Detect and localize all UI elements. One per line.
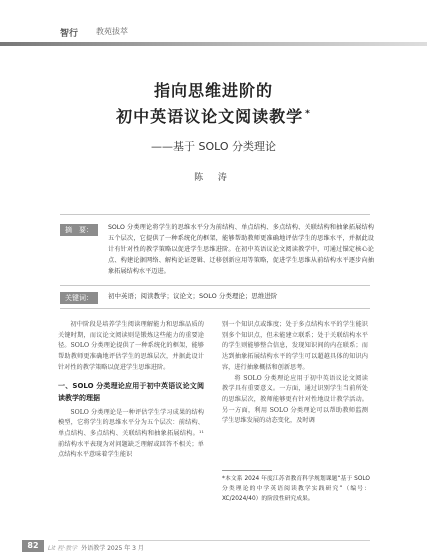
abstract-block bbox=[60, 222, 374, 278]
significance-paragraph: 将 SOLO 分类理论应用于初中英语议论文阅读教学具有重要意义。一方面，通过识别学生当前所处的思维层次，教师能够更有针对性地设计教学活动。另一方面，利用 SOLO 分类理论可以帮助教师监测学生思维发展的动态变化，及时调 bbox=[222, 374, 368, 425]
page-number: 82 bbox=[22, 540, 44, 552]
keywords-bottom-rule bbox=[60, 308, 370, 309]
article-author: 陈 涛 bbox=[194, 173, 233, 183]
article-title-line2 bbox=[0, 104, 427, 127]
footnote: *本文系 2024 年度江苏省教育科学规划课题“基于 SOLO 分类理论的中学英语阅读教学实践研究”（编号：XC/2024/40）的阶段性研究成果。 bbox=[222, 476, 370, 502]
abstract-mid-rule bbox=[60, 285, 370, 286]
section1-paragraph: SOLO 分类理论是一种评估学生学习成果的结构模型，它将学生的思维水平分为五个层次：前结构、单点结构、多点结构、关联结构和抽象拓展结构。¹¹前结构水平表现为对问题缺乏理解或回答不相关；单点结构水平意味着学生能识 bbox=[58, 408, 204, 459]
column-label: 智行 bbox=[60, 29, 79, 39]
page-header bbox=[0, 0, 427, 44]
body-column-left bbox=[58, 320, 204, 461]
continued-paragraph: 别一个知识点或维度；处于多点结构水平的学生能识别多个知识点，但未能建立联系；处于关联结构水平的学生则能够整合信息，发现知识间的内在联系；而达到抽象拓展结构水平的学生可以超越具体的知识内容，进行抽象概括和创新思考。 bbox=[222, 321, 368, 371]
keywords-text: 初中英语；阅读教学；议论文；SOLO 分类理论；思维进阶 bbox=[108, 292, 278, 300]
body-column-right bbox=[222, 320, 368, 427]
article-title-line2-text: 初中英语议论文阅读教学 bbox=[116, 107, 304, 126]
section-label: 教苑拔萃 bbox=[96, 27, 128, 36]
journal-info bbox=[48, 543, 144, 552]
title-footnote-mark: * bbox=[305, 108, 311, 119]
keywords-label: 关键词： bbox=[60, 292, 98, 304]
section1-heading: 一、SOLO 分类理论应用于初中英语议论文阅读教学的理据 bbox=[58, 381, 204, 402]
article-subtitle: ——基于 SOLO 分类理论 bbox=[150, 140, 277, 153]
footer-rule bbox=[58, 540, 370, 541]
abstract-top-rule bbox=[60, 214, 370, 215]
journal-issue: 外语教学 2025 年 3 月 bbox=[81, 545, 144, 552]
keywords-block bbox=[60, 290, 370, 304]
intro-paragraph: 初中阶段是培养学生阅读理解能力和思维品质的关键时期，而议论文阅读则是锻炼这些能力的重要途径。SOLO 分类理论提供了一种系统化的框架，能够帮助教师更准确地评估学生的思维层次，并据此设计针对性的教学策略以促进学生思维进阶。 bbox=[58, 321, 204, 371]
footnote-rule bbox=[222, 470, 272, 471]
article-title-line1: 指向思维进阶的 bbox=[153, 81, 273, 100]
header-bar bbox=[0, 42, 427, 46]
abstract-text: SOLO 分类理论将学生的思维水平分为前结构、单点结构、多点结构、关联结构和抽象拓展结构五个层次，它提供了一种系统化的框架，能够帮助教师更准确地评估学生的思维水平，并据此设计有针对性的教学策略以促进学生思维进阶。在初中英语议论文阅读教学中，可通过锚定核心论点、构建论据网络、解构论证逻辑、迁移创新应用等策略，促进学生思维从前结构水平逐步向抽象拓展结构水平迈进。 bbox=[108, 224, 374, 275]
journal-signature: Lit 程·教学 bbox=[48, 545, 78, 552]
abstract-label: 摘 要： bbox=[60, 224, 98, 236]
